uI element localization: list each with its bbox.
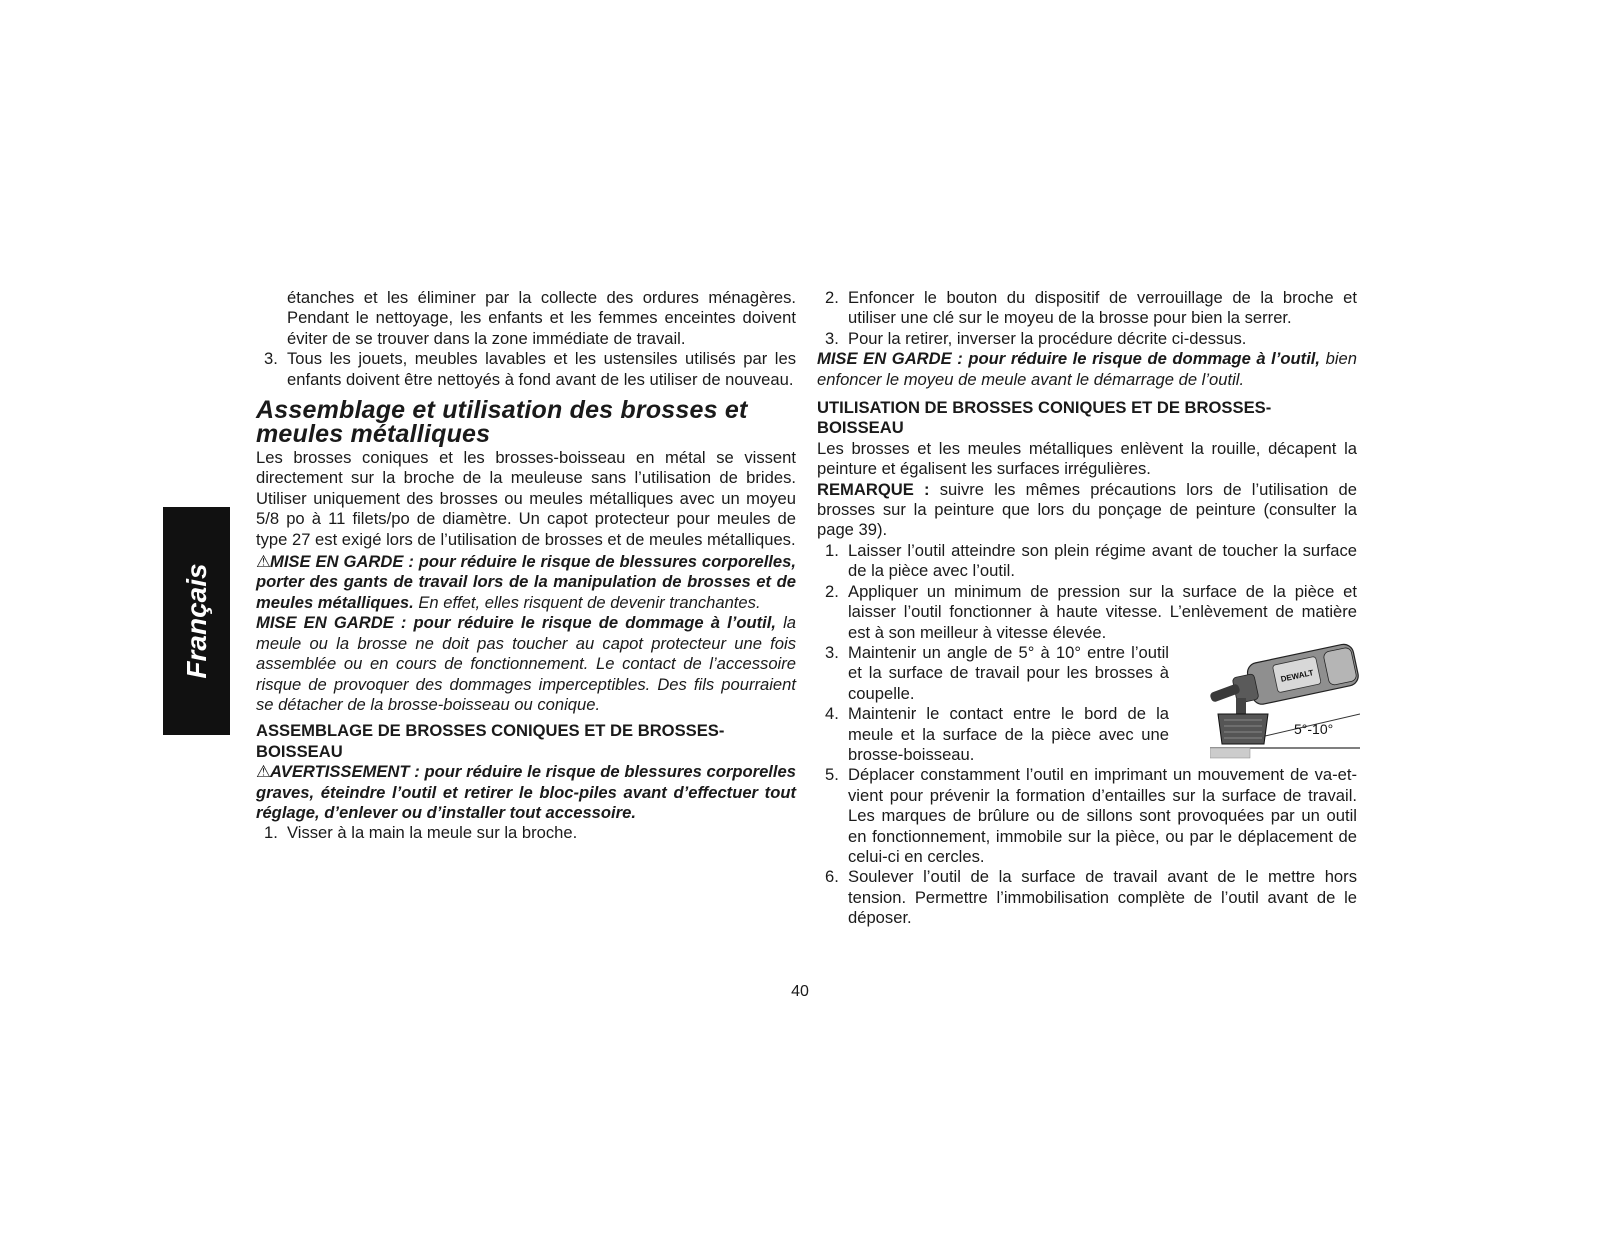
section-title: Assemblage et utilisation des brosses et meules métalliques [256, 396, 748, 449]
warning-triangle-icon: ⚠ [256, 762, 271, 782]
section-paragraph: Les brosses coniques et les brosses-boisseau en métal se vissent directement sur la broche de la meuleuse sans l’utilisation de brides. Utiliser uniquement des brosses ou meules métalliques avec un moyeu 5/8 po à 11 filets/po de diamètre. Un capot protecteur pour meules de type 27 est exigé lors de l’utilisation de brosses et de meules métalliques. [256, 448, 796, 549]
language-tab-label: Français [180, 563, 212, 679]
intro-continuation: étanches et les éliminer par la collecte des ordures ménagères. Pendant le nettoyage, les enfants et les femmes enceintes doivent éviter de se trouver dans la zone immédiate de travail. [287, 288, 796, 348]
list-item [817, 582, 1357, 643]
list-item-text: Appliquer un minimum de pression sur la surface de la pièce et laisser l’outil fonctionner à haute vitesse. L’enlèvement de matière est à son meilleur à vitesse élevée. [848, 581, 1357, 642]
caution-bold-text: MISE EN GARDE : pour réduire le risque de dommage à l’outil, [256, 613, 776, 633]
list-item-number: 1. [825, 540, 839, 560]
list-item-text: Enfoncer le bouton du dispositif de verrouillage de la broche et utiliser une clé sur le moyeu de la brosse pour bien la serrer. [848, 288, 1357, 328]
brand-label: DEWALT [1279, 668, 1315, 684]
warning-triangle-icon: ⚠ [256, 552, 271, 572]
list-item-number: 4. [825, 704, 839, 724]
caution-block [817, 349, 1357, 390]
list-item [817, 329, 1357, 349]
subheading: ASSEMBLAGE DE BROSSES CONIQUES ET DE BROSSES-BOISSEAU [256, 721, 725, 761]
list-item [817, 765, 1357, 867]
list-item-number: 2. [825, 288, 839, 307]
grinder-angle-illustration [1210, 640, 1360, 762]
warning-bold-text: AVERTISSEMENT : pour réduire le risque de blessures corporelles graves, éteindre l’outil et retirer le bloc-piles avant d’effectuer tout réglage, d’enlever ou d’installer tout accessoire. [256, 762, 796, 822]
language-tab [163, 507, 230, 735]
list-item [817, 541, 1357, 582]
list-item-number: 6. [825, 867, 839, 887]
note-label: REMARQUE : [817, 479, 930, 499]
list-item-number: 1. [264, 823, 278, 843]
caution-italic-text: la meule ou la brosse ne doit pas toucher au capot protecteur une fois assemblée ou en cours de fonctionnement. Le contact de l’accessoire risque de provoquer des dommages imperceptibles. Des fils pourraient se détacher de la brosse-boisseau ou conique. [256, 613, 796, 714]
caution-bold-text: MISE EN GARDE : pour réduire le risque de blessures corporelles, porter des gants de travail lors de la manipulation de brosses et de meules métalliques. [256, 552, 796, 612]
list-item-number: 3. [264, 349, 278, 369]
paragraph: Les brosses et les meules métalliques enlèvent la rouille, décapent la peinture et égalisent les surfaces irrégulières. [817, 438, 1357, 479]
list-item-text: Maintenir le contact entre le bord de la meule et la surface de la pièce avec une brosse-boisseau. [848, 704, 1169, 764]
page-number: 40 [791, 983, 809, 1000]
left-column [256, 288, 796, 844]
list-item-text: Soulever l’outil de la surface de travail avant de le mettre hors tension. Permettre l’immobilisation complète de l’outil avant de le déposer. [848, 867, 1357, 928]
caution-bold-text: MISE EN GARDE : pour réduire le risque de dommage à l’outil, [817, 349, 1321, 369]
list-item-text: Tous les jouets, meubles lavables et les ustensiles utilisés par les enfants doivent être nettoyés à fond avant de les utiliser de nouveau. [287, 349, 796, 389]
list-item-number: 5. [825, 765, 839, 785]
list-item-number: 2. [825, 581, 839, 601]
list-item [817, 643, 1169, 704]
caution-italic-text: bien enfoncer le moyeu de meule avant le démarrage de l’outil. [817, 349, 1357, 389]
list-item-text: Visser à la main la meule sur la broche. [287, 823, 578, 843]
caution-block-2 [256, 613, 796, 715]
list-item-number: 3. [825, 642, 839, 662]
list-item-text: Déplacer constamment l’outil en imprimant un mouvement de va-et-vient pour prévenir la formation d’entailles sur la surface de travail. Les marques de brûlure ou de sillons sont provoquées par un outil en fonctionnement, immobile sur la pièce, ou par le déplacement de celui-ci en cercles. [848, 765, 1357, 866]
note-text: suivre les mêmes précautions lors de l’utilisation de brosses sur la peinture que lors du ponçage de peinture (consulter la page 39). [817, 479, 1357, 540]
list-item [817, 867, 1357, 928]
list-item-text: Laisser l’outil atteindre son plein régime avant de toucher la surface de la pièce avec l’outil. [848, 540, 1357, 581]
warning-block [256, 762, 796, 823]
list-item-text: Maintenir un angle de 5° à 10° entre l’outil et la surface de travail pour les brosses à coupelle. [848, 642, 1169, 703]
list-item [817, 704, 1169, 765]
subheading: UTILISATION DE BROSSES CONIQUES ET DE BROSSES-BOISSEAU [817, 398, 1272, 438]
list-item [256, 823, 796, 843]
right-column [817, 288, 1357, 929]
angle-label: 5°-10° [1294, 721, 1334, 737]
list-item-text: Pour la retirer, inverser la procédure décrite ci-dessus. [848, 328, 1247, 348]
list-item [256, 349, 796, 390]
list-item-number: 3. [825, 328, 839, 348]
caution-italic-text: En effet, elles risquent de devenir tranchantes. [413, 592, 761, 612]
note-block [817, 480, 1357, 541]
list-item [817, 288, 1357, 329]
caution-block-1 [256, 552, 796, 613]
